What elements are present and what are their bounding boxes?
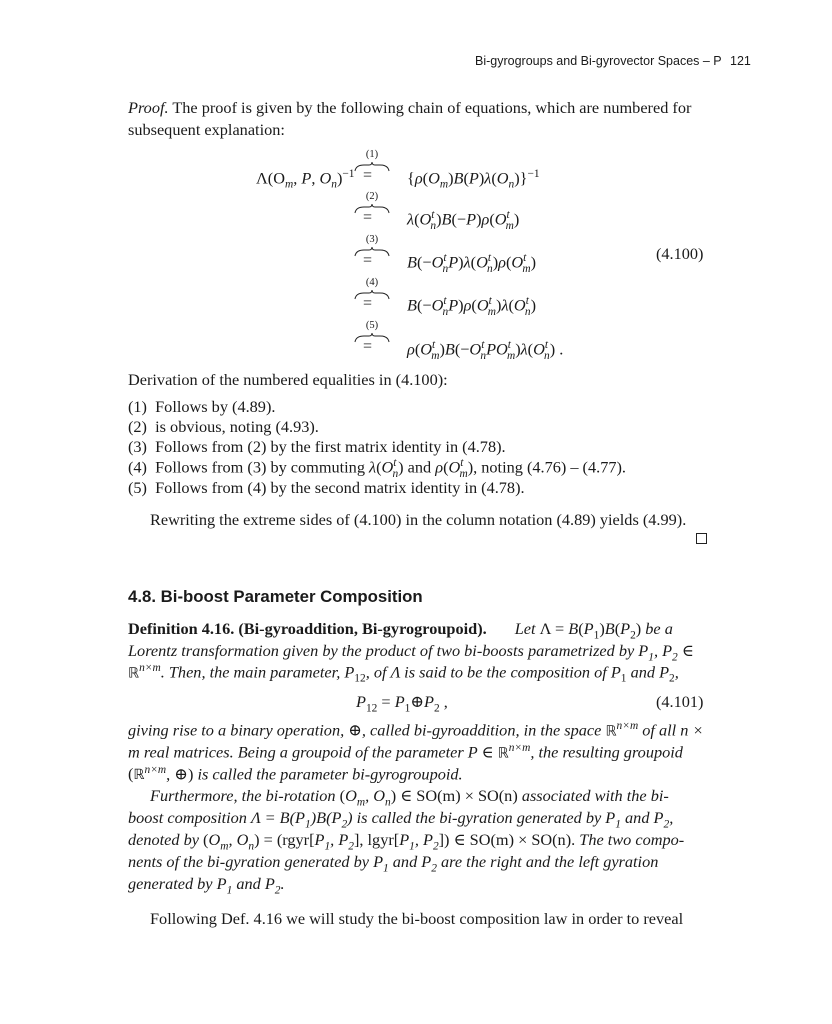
derivation-item-5: (5) Follows from (4) by the second matrix identity in (4.78).	[128, 478, 525, 497]
proof-intro-line-2: subsequent explanation:	[128, 120, 285, 139]
derivation-item-1: (1) Follows by (4.89).	[128, 397, 276, 416]
equation-rhs-3: $B(-O^t_nP)\lambda(O^t_n)\rho(O^t_m)$	[407, 252, 536, 275]
equals-4: =	[363, 295, 373, 312]
equation-rhs-5: $\rho(O^t_m)B(-O^t_nPO^t_m)\lambda(O^t_n)$ .	[407, 339, 564, 362]
definition-line-11: generated by $P_1$ and $P_2$.	[128, 874, 285, 897]
step-label-2: (2)	[365, 191, 379, 202]
proof-intro-text-1: The proof is given by the following chain of equations, which are numbered for	[172, 98, 692, 117]
equation-rhs-4: $B(-O^t_nP)\rho(O^t_m)\lambda(O^t_n)$	[407, 295, 536, 318]
equals-2: =	[363, 209, 373, 226]
step-label-5: (5)	[365, 320, 379, 331]
equation-rhs-2: $\lambda(O^t_n)B(-P)\rho(O^t_m)$	[407, 209, 520, 232]
page-number: 121	[730, 54, 751, 68]
equation-number-4-101: (4.101)	[656, 692, 704, 711]
definition-line-7: Furthermore, the bi-rotation ($O_m$, $O_n$) ∈ SO(m) × SO(n) associated with the bi-	[150, 786, 669, 809]
running-head: Bi-gyrogroups and Bi-gyrovector Spaces – P	[475, 54, 722, 68]
definition-line-6: (ℝ$^{n\times m}$, ⊕) is called the parameter bi-gyrogroupoid.	[128, 764, 463, 784]
step-label-3: (3)	[365, 234, 379, 245]
equals-5: =	[363, 338, 373, 355]
equals-3: =	[363, 252, 373, 269]
definition-line-4: giving rise to a binary operation, ⊕, called bi-gyroaddition, in the space ℝ$^{n\times m}$ of all n ×	[128, 720, 704, 740]
definition-line-1: Definition 4.16. (Bi-gyroaddition, Bi-gyrogroupoid). Let $\Lambda = B(P_1)B(P_2)$ be a	[128, 619, 673, 642]
definition-line-9: denoted by ($O_m$, $O_n$) = ($rgyr[P_1$, $P_2$], $lgyr[P_1$, $P_2$]) ∈ SO(m) × SO(n). The two compo-	[128, 830, 685, 853]
definition-line-10: nents of the bi-gyration generated by $P_1$ and $P_2$ are the right and the left gyration	[128, 852, 659, 875]
definition-line-5: m real matrices. Being a groupoid of the parameter P ∈ ℝ$^{n\times m}$, the resulting groupoid	[128, 742, 683, 762]
derivation-closing: Rewriting the extreme sides of (4.100) in the column notation (4.89) yields (4.99).	[150, 510, 687, 529]
proof-intro-line-1	[128, 97, 691, 119]
definition-line-2: Lorentz transformation given by the product of two bi-boosts parametrized by $P_1$, $P_2$ ∈	[128, 641, 694, 664]
equals-1: =	[363, 167, 373, 184]
equation-rhs-1: $\{\rho(O_m)B(P)\lambda(O_n)\}^{-1}$	[407, 168, 540, 191]
equation-number-4-100: (4.100)	[656, 244, 704, 263]
qed-box-icon	[696, 533, 707, 544]
definition-line-3: ℝ$^{n\times m}$. Then, the main parameter, $P_{12}$, of Λ is said to be the composition of $P_1$ and $P_2$,	[128, 662, 679, 685]
equation-lhs: $\Lambda(O_m$, P, $O_n)^{-1}$	[256, 168, 355, 191]
derivation-item-2: (2) is obvious, noting (4.93).	[128, 417, 319, 436]
derivation-heading: Derivation of the numbered equalities in (4.100):	[128, 370, 448, 389]
following-paragraph: Following Def. 4.16 we will study the bi-boost composition law in order to reveal	[150, 909, 684, 928]
equation-4-101: $P_{12}$ = $P_1\oplus P_2$ ,	[356, 692, 448, 715]
definition-label: Definition 4.16. (Bi-gyroaddition, Bi-gyrogroupoid).	[128, 619, 487, 638]
step-label-1: (1)	[365, 149, 379, 160]
step-label-4: (4)	[365, 277, 379, 288]
proof-label: Proof.	[128, 98, 169, 117]
section-title: 4.8. Bi-boost Parameter Composition	[128, 587, 423, 606]
derivation-item-3: (3) Follows from (2) by the first matrix identity in (4.78).	[128, 437, 506, 456]
definition-line-8: boost composition $\Lambda = B(P_1)B(P_2)$ is called the bi-gyration generated by $P_1$ and $P_2$,	[128, 808, 674, 831]
derivation-item-4: (4) Follows from (3) by commuting $\lambda(O^t_n)$ and $\rho(O^t_m)$, noting (4.76) – (4.77).	[128, 457, 626, 480]
